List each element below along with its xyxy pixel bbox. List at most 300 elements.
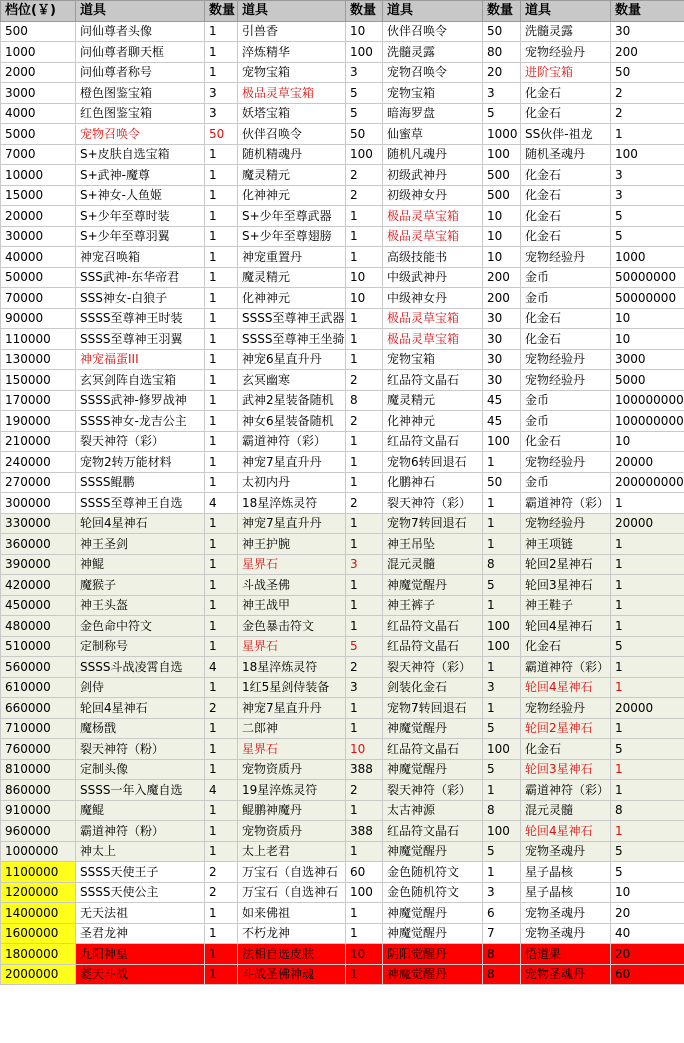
table-row bbox=[1, 862, 684, 883]
quantity-cell: 50000000 bbox=[611, 267, 684, 288]
item-cell: 18星淬炼灵符 bbox=[238, 493, 346, 514]
item-cell: 神魔觉醒丹 bbox=[383, 841, 483, 862]
tier-cell: 15000 bbox=[1, 185, 76, 206]
item-cell: 裂天神符（彩） bbox=[383, 657, 483, 678]
item-cell: 化金石 bbox=[521, 636, 611, 657]
quantity-cell: 5 bbox=[483, 841, 521, 862]
item-cell: 鲲鹏神魔丹 bbox=[238, 800, 346, 821]
quantity-cell: 4 bbox=[205, 657, 238, 678]
quantity-cell: 1 bbox=[205, 329, 238, 350]
tier-cell: 3000 bbox=[1, 83, 76, 104]
quantity-cell: 1 bbox=[346, 452, 383, 473]
item-cell: 二郎神 bbox=[238, 718, 346, 739]
item-cell: 太初内丹 bbox=[238, 472, 346, 493]
item-cell: 宠物7转回退石 bbox=[383, 698, 483, 719]
item-cell: 化金石 bbox=[521, 185, 611, 206]
quantity-cell: 1 bbox=[483, 595, 521, 616]
table-row bbox=[1, 267, 684, 288]
tier-cell: 210000 bbox=[1, 431, 76, 452]
item-cell: 神王战甲 bbox=[238, 595, 346, 616]
tier-cell: 7000 bbox=[1, 144, 76, 165]
quantity-cell: 5 bbox=[346, 103, 383, 124]
quantity-cell: 8 bbox=[346, 390, 383, 411]
item-cell: 问仙尊者聊天框 bbox=[76, 42, 205, 63]
tier-cell: 390000 bbox=[1, 554, 76, 575]
tier-cell: 130000 bbox=[1, 349, 76, 370]
item-cell: 红色图鉴宝箱 bbox=[76, 103, 205, 124]
table-row bbox=[1, 349, 684, 370]
item-cell: 宠物召唤令 bbox=[76, 124, 205, 145]
quantity-cell: 1 bbox=[205, 349, 238, 370]
tier-cell: 500 bbox=[1, 21, 76, 42]
item-cell: SSS武神-东华帝君 bbox=[76, 267, 205, 288]
quantity-cell: 1 bbox=[205, 575, 238, 596]
quantity-cell: 3000 bbox=[611, 349, 684, 370]
tier-cell: 1100000 bbox=[1, 862, 76, 883]
item-cell: 金币 bbox=[521, 267, 611, 288]
quantity-cell: 2 bbox=[346, 657, 383, 678]
header-item: 道具 bbox=[521, 1, 611, 22]
quantity-cell: 5 bbox=[611, 206, 684, 227]
quantity-cell: 10 bbox=[611, 308, 684, 329]
item-cell: 魔灵精元 bbox=[383, 390, 483, 411]
item-cell: 霸道神符（彩） bbox=[521, 657, 611, 678]
header-qty: 数量 bbox=[205, 1, 238, 22]
quantity-cell: 3 bbox=[611, 185, 684, 206]
item-cell: 魔灵精元 bbox=[238, 165, 346, 186]
item-cell: 中级武神丹 bbox=[383, 267, 483, 288]
tier-cell: 190000 bbox=[1, 411, 76, 432]
item-cell: 裂天神符（彩） bbox=[383, 780, 483, 801]
tier-cell: 10000 bbox=[1, 165, 76, 186]
item-cell: 神鲲 bbox=[76, 554, 205, 575]
table-row bbox=[1, 595, 684, 616]
item-cell: SSSS至尊神王时装 bbox=[76, 308, 205, 329]
quantity-cell: 8 bbox=[483, 964, 521, 985]
item-cell: S+少年至尊武器 bbox=[238, 206, 346, 227]
table-row bbox=[1, 62, 684, 83]
item-cell: 仙蜜草 bbox=[383, 124, 483, 145]
quantity-cell: 1 bbox=[205, 390, 238, 411]
item-cell: 宠物宝箱 bbox=[238, 62, 346, 83]
item-cell: 霸道神符（彩） bbox=[238, 431, 346, 452]
tier-cell: 110000 bbox=[1, 329, 76, 350]
item-cell: 初级武神丹 bbox=[383, 165, 483, 186]
quantity-cell: 1 bbox=[205, 923, 238, 944]
item-cell: 宠物经验丹 bbox=[521, 698, 611, 719]
item-cell: 神王裤子 bbox=[383, 595, 483, 616]
item-cell: 金币 bbox=[521, 288, 611, 309]
header-qty: 数量 bbox=[346, 1, 383, 22]
item-cell: 妖塔宝箱 bbox=[238, 103, 346, 124]
quantity-cell: 2 bbox=[346, 493, 383, 514]
table-row bbox=[1, 226, 684, 247]
quantity-cell: 3 bbox=[346, 554, 383, 575]
item-cell: SSSS天使公主 bbox=[76, 882, 205, 903]
quantity-cell: 1 bbox=[205, 800, 238, 821]
quantity-cell: 4 bbox=[205, 493, 238, 514]
quantity-cell: 5 bbox=[483, 718, 521, 739]
quantity-cell: 1 bbox=[611, 718, 684, 739]
quantity-cell: 100 bbox=[346, 882, 383, 903]
quantity-cell: 30 bbox=[483, 349, 521, 370]
table-row bbox=[1, 616, 684, 637]
item-cell: 金币 bbox=[521, 472, 611, 493]
item-cell: 宠物经验丹 bbox=[521, 452, 611, 473]
item-cell: 宠物圣魂丹 bbox=[521, 964, 611, 985]
item-cell: 霸道神符（彩） bbox=[521, 493, 611, 514]
item-cell: 轮回3星神石 bbox=[521, 759, 611, 780]
tier-cell: 1400000 bbox=[1, 903, 76, 924]
tier-cell: 170000 bbox=[1, 390, 76, 411]
item-cell: SSS神女-白狼子 bbox=[76, 288, 205, 309]
tier-cell: 810000 bbox=[1, 759, 76, 780]
quantity-cell: 5 bbox=[483, 759, 521, 780]
quantity-cell: 1 bbox=[346, 226, 383, 247]
item-cell: 万宝石（自选神石 bbox=[238, 862, 346, 883]
quantity-cell: 1 bbox=[205, 288, 238, 309]
header-tier: 档位(￥) bbox=[1, 1, 76, 22]
quantity-cell: 1 bbox=[346, 308, 383, 329]
item-cell: 斗战圣佛 bbox=[238, 575, 346, 596]
item-cell: 裂天神符（彩） bbox=[76, 431, 205, 452]
quantity-cell: 500 bbox=[483, 185, 521, 206]
quantity-cell: 50000000 bbox=[611, 288, 684, 309]
item-cell: 神王护腕 bbox=[238, 534, 346, 555]
quantity-cell: 1 bbox=[205, 903, 238, 924]
item-cell: 进阶宝箱 bbox=[521, 62, 611, 83]
item-cell: SSSS天使王子 bbox=[76, 862, 205, 883]
tier-cell: 510000 bbox=[1, 636, 76, 657]
quantity-cell: 8 bbox=[611, 800, 684, 821]
quantity-cell: 1 bbox=[205, 616, 238, 637]
item-cell: 红品符文晶石 bbox=[383, 636, 483, 657]
item-cell: 轮回2星神石 bbox=[521, 554, 611, 575]
quantity-cell: 20000 bbox=[611, 698, 684, 719]
tier-cell: 710000 bbox=[1, 718, 76, 739]
tier-cell: 910000 bbox=[1, 800, 76, 821]
quantity-cell: 1 bbox=[346, 616, 383, 637]
item-cell: 无天法祖 bbox=[76, 903, 205, 924]
tier-cell: 1000 bbox=[1, 42, 76, 63]
quantity-cell: 1 bbox=[346, 800, 383, 821]
quantity-cell: 1 bbox=[346, 431, 383, 452]
quantity-cell: 6 bbox=[483, 903, 521, 924]
item-cell: 化神神元 bbox=[383, 411, 483, 432]
tier-cell: 610000 bbox=[1, 677, 76, 698]
table-row bbox=[1, 431, 684, 452]
quantity-cell: 100 bbox=[483, 636, 521, 657]
item-cell: 神魔觉醒丹 bbox=[383, 923, 483, 944]
item-cell: 玄冥幽寒 bbox=[238, 370, 346, 391]
quantity-cell: 200 bbox=[611, 42, 684, 63]
quantity-cell: 2 bbox=[346, 185, 383, 206]
quantity-cell: 1 bbox=[611, 780, 684, 801]
item-cell: 化金石 bbox=[521, 329, 611, 350]
quantity-cell: 2 bbox=[205, 862, 238, 883]
item-cell: 金币 bbox=[521, 390, 611, 411]
quantity-cell: 1 bbox=[346, 206, 383, 227]
quantity-cell: 5 bbox=[611, 636, 684, 657]
header-item: 道具 bbox=[76, 1, 205, 22]
table-row bbox=[1, 780, 684, 801]
quantity-cell: 1 bbox=[346, 513, 383, 534]
quantity-cell: 10 bbox=[346, 21, 383, 42]
quantity-cell: 1 bbox=[205, 534, 238, 555]
quantity-cell: 1 bbox=[483, 493, 521, 514]
header-qty: 数量 bbox=[483, 1, 521, 22]
item-cell: 太上老君 bbox=[238, 841, 346, 862]
quantity-cell: 1 bbox=[346, 903, 383, 924]
table-row bbox=[1, 964, 684, 985]
quantity-cell: 10 bbox=[346, 288, 383, 309]
item-cell: 中级神女丹 bbox=[383, 288, 483, 309]
quantity-cell: 5000 bbox=[611, 370, 684, 391]
item-cell: 九阳神皇 bbox=[76, 944, 205, 965]
tier-cell: 90000 bbox=[1, 308, 76, 329]
quantity-cell: 1 bbox=[205, 206, 238, 227]
item-cell: 神宠7星直升丹 bbox=[238, 513, 346, 534]
table-row bbox=[1, 472, 684, 493]
quantity-cell: 1 bbox=[483, 452, 521, 473]
quantity-cell: 1 bbox=[205, 513, 238, 534]
tier-cell: 330000 bbox=[1, 513, 76, 534]
item-cell: 宠物经验丹 bbox=[521, 513, 611, 534]
item-cell: 化金石 bbox=[521, 308, 611, 329]
table-row bbox=[1, 21, 684, 42]
item-cell: 宠物召唤令 bbox=[383, 62, 483, 83]
tier-cell: 2000000 bbox=[1, 964, 76, 985]
table-row bbox=[1, 923, 684, 944]
quantity-cell: 1 bbox=[205, 165, 238, 186]
quantity-cell: 1 bbox=[205, 247, 238, 268]
quantity-cell: 45 bbox=[483, 411, 521, 432]
item-cell: 问仙尊者头像 bbox=[76, 21, 205, 42]
item-cell: 太古神源 bbox=[383, 800, 483, 821]
item-cell: 化金石 bbox=[521, 206, 611, 227]
quantity-cell: 1 bbox=[611, 759, 684, 780]
quantity-cell: 10 bbox=[611, 431, 684, 452]
item-cell: 混元灵髓 bbox=[383, 554, 483, 575]
item-cell: 淬炼精华 bbox=[238, 42, 346, 63]
quantity-cell: 1 bbox=[205, 431, 238, 452]
quantity-cell: 2 bbox=[346, 165, 383, 186]
quantity-cell: 1 bbox=[483, 657, 521, 678]
item-cell: 极品灵草宝箱 bbox=[383, 206, 483, 227]
item-cell: 轮回2星神石 bbox=[521, 718, 611, 739]
quantity-cell: 1 bbox=[205, 185, 238, 206]
quantity-cell: 1 bbox=[205, 42, 238, 63]
quantity-cell: 1 bbox=[346, 698, 383, 719]
item-cell: 定制称号 bbox=[76, 636, 205, 657]
quantity-cell: 1 bbox=[205, 370, 238, 391]
item-cell: 圣君龙神 bbox=[76, 923, 205, 944]
item-cell: 化金石 bbox=[521, 226, 611, 247]
item-cell: 神宠7星直升丹 bbox=[238, 698, 346, 719]
item-cell: 宠物7转回退石 bbox=[383, 513, 483, 534]
quantity-cell: 1 bbox=[611, 595, 684, 616]
table-row bbox=[1, 759, 684, 780]
item-cell: S+少年至尊时装 bbox=[76, 206, 205, 227]
quantity-cell: 1 bbox=[205, 636, 238, 657]
quantity-cell: 100 bbox=[483, 144, 521, 165]
quantity-cell: 1 bbox=[205, 821, 238, 842]
item-cell: 轮回4星神石 bbox=[76, 513, 205, 534]
quantity-cell: 10 bbox=[346, 944, 383, 965]
table-row bbox=[1, 452, 684, 473]
quantity-cell: 1 bbox=[346, 472, 383, 493]
tier-cell: 360000 bbox=[1, 534, 76, 555]
item-cell: 神魔觉醒丹 bbox=[383, 718, 483, 739]
quantity-cell: 5 bbox=[611, 862, 684, 883]
item-cell: SSSS至尊神王自选 bbox=[76, 493, 205, 514]
tier-cell: 450000 bbox=[1, 595, 76, 616]
quantity-cell: 100 bbox=[483, 616, 521, 637]
item-cell: SSSS至尊神王武器 bbox=[238, 308, 346, 329]
quantity-cell: 2 bbox=[611, 103, 684, 124]
quantity-cell: 1 bbox=[205, 677, 238, 698]
item-cell: 星子晶核 bbox=[521, 862, 611, 883]
tier-cell: 70000 bbox=[1, 288, 76, 309]
table-row bbox=[1, 144, 684, 165]
quantity-cell: 1 bbox=[205, 841, 238, 862]
table-row bbox=[1, 124, 684, 145]
item-cell: 金色随机符文 bbox=[383, 862, 483, 883]
quantity-cell: 1 bbox=[611, 575, 684, 596]
item-cell: 裂天神符（彩） bbox=[383, 493, 483, 514]
table-row bbox=[1, 411, 684, 432]
quantity-cell: 60 bbox=[346, 862, 383, 883]
item-cell: 高级技能书 bbox=[383, 247, 483, 268]
quantity-cell: 20 bbox=[611, 903, 684, 924]
tier-cell: 20000 bbox=[1, 206, 76, 227]
table-row bbox=[1, 370, 684, 391]
quantity-cell: 30 bbox=[611, 21, 684, 42]
item-cell: 宠物圣魂丹 bbox=[521, 841, 611, 862]
tier-cell: 1200000 bbox=[1, 882, 76, 903]
item-cell: 剑装化金石 bbox=[383, 677, 483, 698]
item-cell: 魔鲲 bbox=[76, 800, 205, 821]
quantity-cell: 500 bbox=[483, 165, 521, 186]
quantity-cell: 50 bbox=[205, 124, 238, 145]
item-cell: 1红5星剑侍装备 bbox=[238, 677, 346, 698]
quantity-cell: 100 bbox=[483, 739, 521, 760]
item-cell: 宠物经验丹 bbox=[521, 42, 611, 63]
item-cell: 神王头盔 bbox=[76, 595, 205, 616]
quantity-cell: 20000 bbox=[611, 513, 684, 534]
item-cell: 星界石 bbox=[238, 636, 346, 657]
quantity-cell: 1 bbox=[205, 759, 238, 780]
item-cell: 霸道神符（彩） bbox=[521, 780, 611, 801]
table-row bbox=[1, 677, 684, 698]
quantity-cell: 5 bbox=[611, 739, 684, 760]
item-cell: 法相自选皮肤 bbox=[238, 944, 346, 965]
quantity-cell: 3 bbox=[483, 677, 521, 698]
quantity-cell: 5 bbox=[483, 575, 521, 596]
tier-cell: 760000 bbox=[1, 739, 76, 760]
quantity-cell: 200 bbox=[483, 288, 521, 309]
quantity-cell: 2 bbox=[205, 698, 238, 719]
quantity-cell: 3 bbox=[483, 83, 521, 104]
item-cell: 神魔觉醒丹 bbox=[383, 903, 483, 924]
quantity-cell: 1 bbox=[346, 595, 383, 616]
tier-cell: 2000 bbox=[1, 62, 76, 83]
item-cell: S+少年至尊羽翼 bbox=[76, 226, 205, 247]
quantity-cell: 1 bbox=[483, 780, 521, 801]
table-row bbox=[1, 288, 684, 309]
quantity-cell: 200000000 bbox=[611, 472, 684, 493]
item-cell: 神宠6星直升丹 bbox=[238, 349, 346, 370]
quantity-cell: 1 bbox=[611, 534, 684, 555]
quantity-cell: 1 bbox=[611, 616, 684, 637]
item-cell: 神宠重置丹 bbox=[238, 247, 346, 268]
item-cell: 暗海罗盘 bbox=[383, 103, 483, 124]
item-cell: 初级神女丹 bbox=[383, 185, 483, 206]
item-cell: 19星淬炼灵符 bbox=[238, 780, 346, 801]
quantity-cell: 1 bbox=[483, 513, 521, 534]
item-cell: S+神女-人鱼姬 bbox=[76, 185, 205, 206]
item-cell: SS伙伴-祖龙 bbox=[521, 124, 611, 145]
quantity-cell: 50 bbox=[346, 124, 383, 145]
item-cell: 宠物经验丹 bbox=[521, 349, 611, 370]
item-cell: 引兽香 bbox=[238, 21, 346, 42]
item-cell: 宠物资质丹 bbox=[238, 821, 346, 842]
item-cell: 星界石 bbox=[238, 739, 346, 760]
item-cell: 金币 bbox=[521, 411, 611, 432]
quantity-cell: 8 bbox=[483, 554, 521, 575]
item-cell: 化鹏神石 bbox=[383, 472, 483, 493]
item-cell: 化金石 bbox=[521, 165, 611, 186]
item-cell: 霸道神符（粉） bbox=[76, 821, 205, 842]
quantity-cell: 100 bbox=[483, 821, 521, 842]
quantity-cell: 1 bbox=[346, 718, 383, 739]
quantity-cell: 1 bbox=[346, 923, 383, 944]
quantity-cell: 388 bbox=[346, 759, 383, 780]
item-cell: 菱天斗战 bbox=[76, 964, 205, 985]
quantity-cell: 20 bbox=[483, 62, 521, 83]
item-cell: 橙色图鉴宝箱 bbox=[76, 83, 205, 104]
quantity-cell: 3 bbox=[346, 62, 383, 83]
table-row bbox=[1, 698, 684, 719]
quantity-cell: 388 bbox=[346, 821, 383, 842]
table-row bbox=[1, 657, 684, 678]
quantity-cell: 10 bbox=[346, 267, 383, 288]
item-cell: 轮回3星神石 bbox=[521, 575, 611, 596]
tier-cell: 420000 bbox=[1, 575, 76, 596]
quantity-cell: 100 bbox=[346, 144, 383, 165]
quantity-cell: 4 bbox=[205, 780, 238, 801]
quantity-cell: 10 bbox=[483, 206, 521, 227]
quantity-cell: 1 bbox=[346, 841, 383, 862]
item-cell: 宠物经验丹 bbox=[521, 370, 611, 391]
item-cell: SSSS一年入魔自选 bbox=[76, 780, 205, 801]
quantity-cell: 40 bbox=[611, 923, 684, 944]
quantity-cell: 1000 bbox=[611, 247, 684, 268]
item-cell: 玄冥剑阵自选宝箱 bbox=[76, 370, 205, 391]
quantity-cell: 3 bbox=[205, 83, 238, 104]
tier-cell: 1800000 bbox=[1, 944, 76, 965]
quantity-cell: 1 bbox=[611, 493, 684, 514]
quantity-cell: 100000000 bbox=[611, 390, 684, 411]
quantity-cell: 1 bbox=[483, 534, 521, 555]
table-row bbox=[1, 42, 684, 63]
item-cell: 宠物宝箱 bbox=[383, 83, 483, 104]
quantity-cell: 5 bbox=[611, 226, 684, 247]
quantity-cell: 80 bbox=[483, 42, 521, 63]
quantity-cell: 30 bbox=[483, 370, 521, 391]
quantity-cell: 3 bbox=[483, 882, 521, 903]
table-row bbox=[1, 534, 684, 555]
